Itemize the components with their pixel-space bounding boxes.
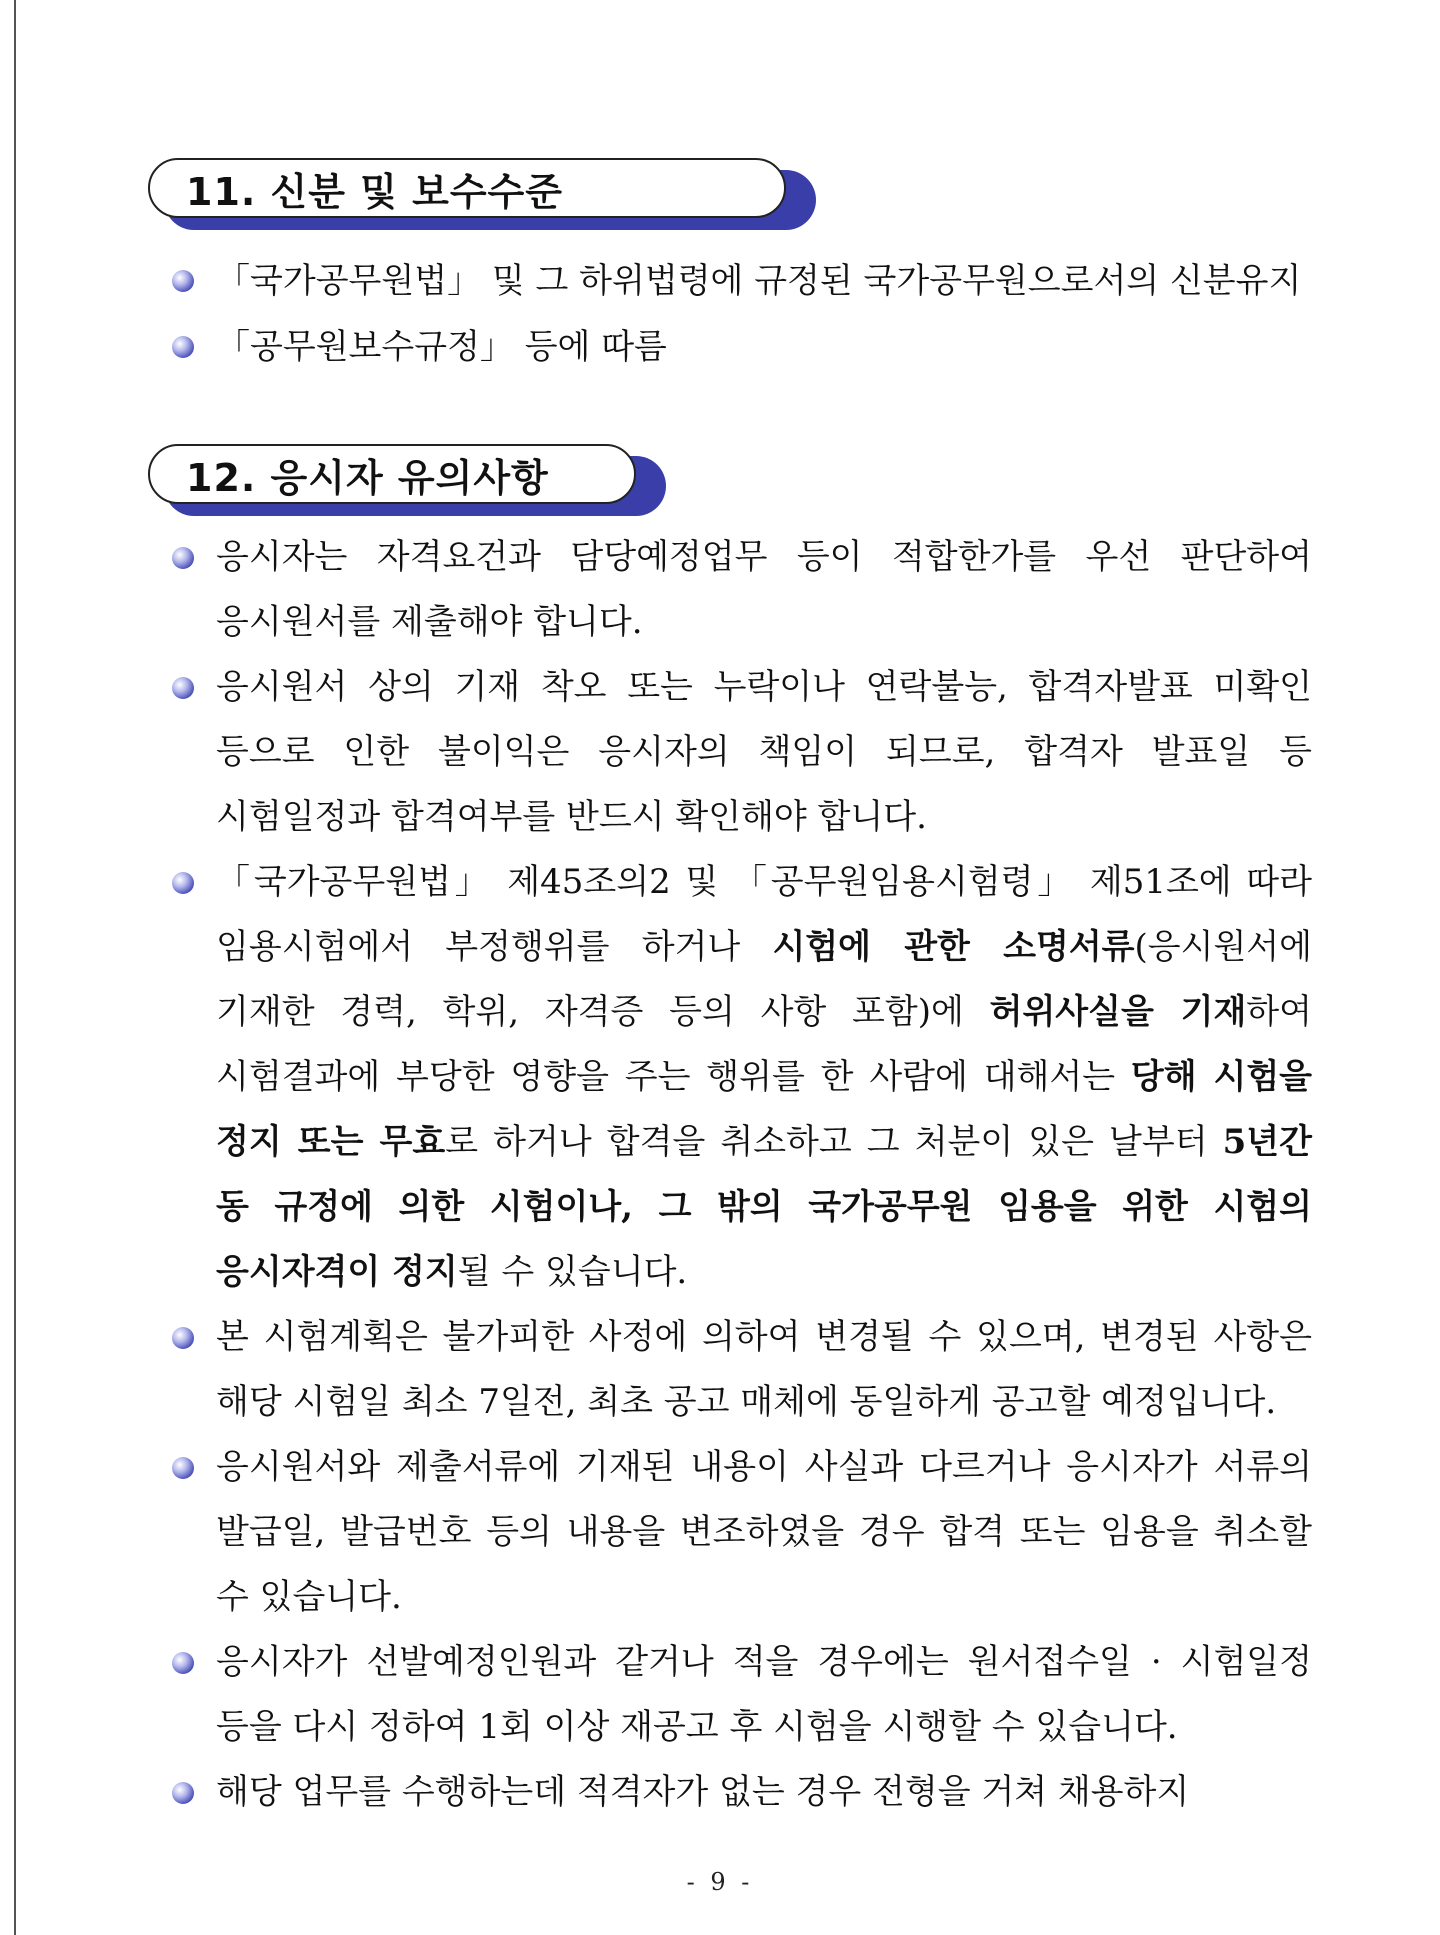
bullet-icon xyxy=(172,1457,194,1479)
list-item: 「공무원보수규정」 등에 따름 xyxy=(170,314,1312,380)
bullet-icon xyxy=(172,677,194,699)
list-item: 응시자가 선발예정인원과 같거나 적을 경우에는 원서접수일 · 시험일정 등을 다시 정하여 1회 이상 재공고 후 시험을 시행할 수 있습니다. xyxy=(170,1630,1312,1760)
section-header-pill xyxy=(148,444,636,504)
section-12-title: 12. 응시자 유의사항 xyxy=(186,455,549,500)
page-left-border xyxy=(14,0,16,1935)
emphasis-text: 허위사실을 기재 xyxy=(989,992,1247,1032)
bullet-icon xyxy=(172,872,194,894)
emphasis-text: 5년간 동 규정에 의한 시험이나, 그 밖의 국가공무원 임용을 위한 시험의 응시자격이 정지 xyxy=(216,1122,1312,1292)
list-item: 「국가공무원법」 및 그 하위법령에 규정된 국가공무원으로서의 신분유지 xyxy=(170,248,1312,314)
list-item: 해당 업무를 수행하는데 적격자가 없는 경우 전형을 거쳐 채용하지 xyxy=(170,1760,1312,1825)
emphasis-text: 시험에 관한 소명서류 xyxy=(772,927,1135,967)
bullet-icon xyxy=(172,1782,194,1804)
section-11-list xyxy=(170,248,1312,380)
section-header-pill xyxy=(148,158,786,218)
bullet-icon xyxy=(172,1652,194,1674)
bullet-icon xyxy=(172,270,194,292)
section-11-title: 11. 신분 및 보수수준 xyxy=(186,169,563,214)
list-item: 응시자는 자격요건과 담당예정업무 등이 적합한가를 우선 판단하여 응시원서를 제출해야 합니다. xyxy=(170,525,1312,655)
section-12-list xyxy=(170,525,1312,1825)
list-item: 응시원서 상의 기재 착오 또는 누락이나 연락불능, 합격자발표 미확인 등으로 인한 불이익은 응시자의 책임이 되므로, 합격자 발표일 등 시험일정과 합격여부를 반드시 확인해야 합니다. xyxy=(170,655,1312,850)
bullet-icon xyxy=(172,547,194,569)
bullet-icon xyxy=(172,1327,194,1349)
list-item: 응시원서와 제출서류에 기재된 내용이 사실과 다르거나 응시자가 서류의 발급일, 발급번호 등의 내용을 변조하였을 경우 합격 또는 임용을 취소할 수 있습니다. xyxy=(170,1435,1312,1630)
list-item: 본 시험계획은 불가피한 사정에 의하여 변경될 수 있으며, 변경된 사항은 해당 시험일 최소 7일전, 최초 공고 매체에 동일하게 공고할 예정입니다. xyxy=(170,1305,1312,1435)
emphasis-text: 당해 시험을 정지 또는 무효 xyxy=(216,1057,1313,1162)
page-number: - 9 - xyxy=(686,1868,754,1896)
bullet-icon xyxy=(172,336,194,358)
list-item: 「국가공무원법」 제45조의2 및 「공무원임용시험령」 제51조에 따라 임용시험에서 부정행위를 하거나 시험에 관한 소명서류(응시원서에 기재한 경력, 학위, 자격증 등의 사항 포함)에 허위사실을 기재하여 시험결과에 부당한 영향을 주는 행위를 한 사람에 대해서는 당해 시험을 정지 또는 무효로 하거나 합격을 취소하고 그 처분이 있은 날부터 5년간 동 규정에 의한 시험이나, 그 밖의 국가공무원 임용을 위한 시험의 응시자격이 정지될 수 있습니다. xyxy=(170,850,1312,1305)
